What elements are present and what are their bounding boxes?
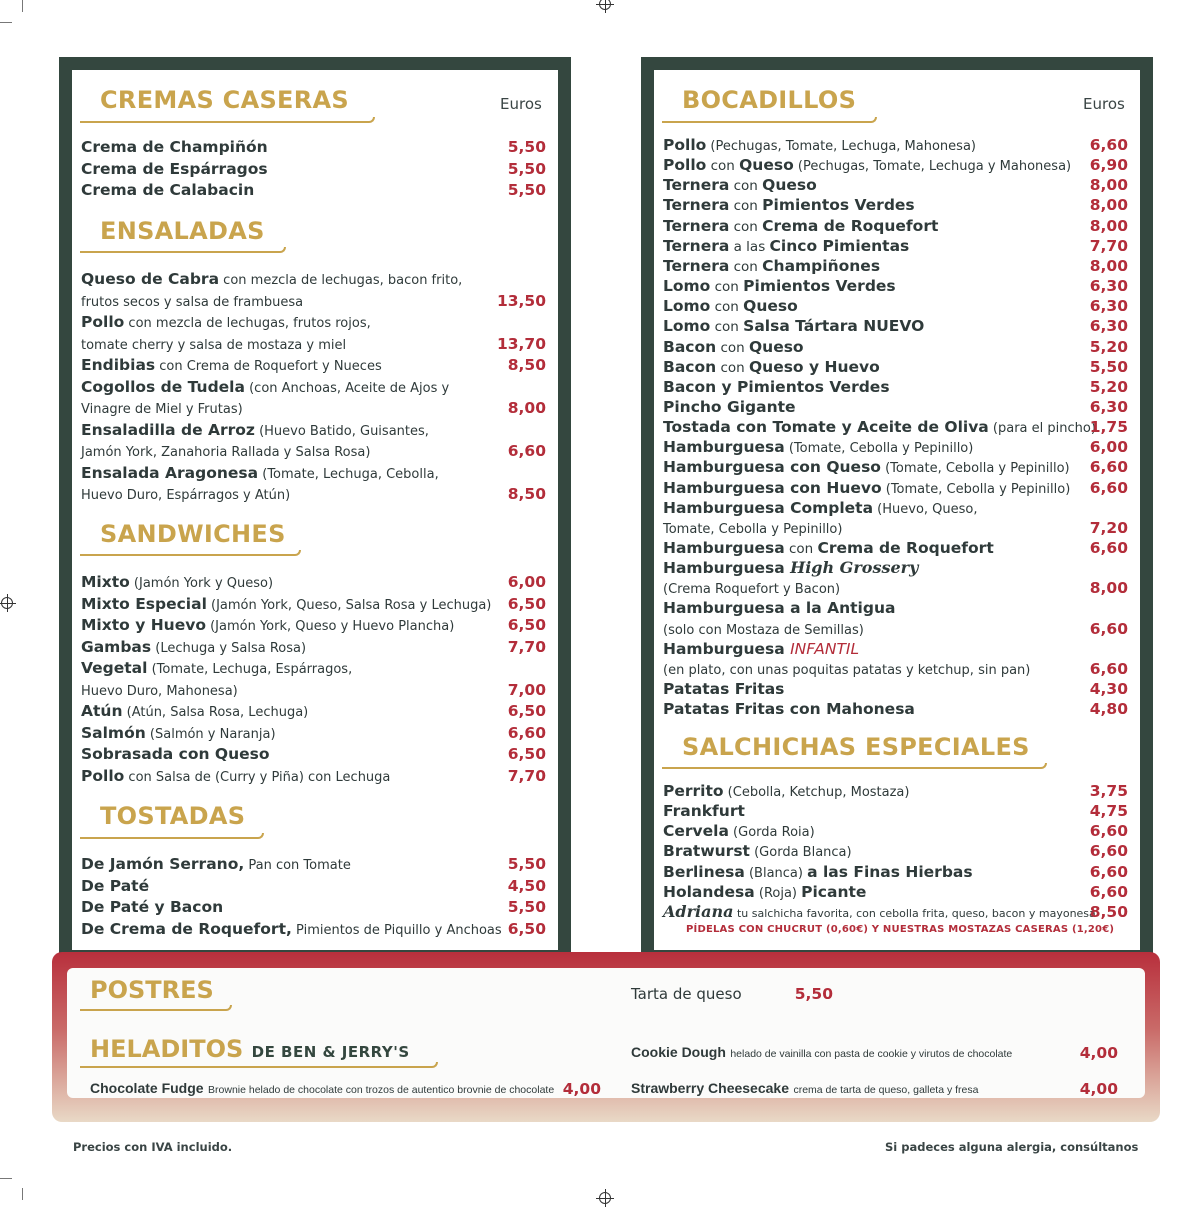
item-price: 6,30 bbox=[1089, 397, 1128, 416]
item-price: 5,50 bbox=[507, 181, 546, 199]
title-underline bbox=[80, 1005, 232, 1011]
item-price: 6,60 bbox=[507, 442, 546, 460]
item-price: 8,00 bbox=[507, 399, 546, 417]
menu-item-bocadillos bbox=[663, 619, 864, 641]
menu-item-bocadillos bbox=[663, 256, 880, 277]
item-price: 6,60 bbox=[1089, 842, 1128, 861]
item-price: 8,50 bbox=[507, 485, 546, 503]
item-price: 6,50 bbox=[507, 616, 546, 634]
item-name: Ensaladilla de Arroz bbox=[81, 420, 255, 439]
postre-name: Tarta de queso bbox=[631, 985, 742, 1003]
item-desc: (Blanca) bbox=[744, 865, 808, 881]
item-name: Mixto Especial bbox=[81, 594, 207, 613]
postre-price: 5,50 bbox=[794, 985, 833, 1003]
menu-item-ensaladas bbox=[81, 377, 449, 399]
item-price: 6,00 bbox=[507, 573, 546, 591]
item-name: Hamburguesa a la Antigua bbox=[663, 599, 896, 618]
item-name: Crema de Champiñón bbox=[81, 138, 268, 156]
section-title-postres: POSTRES bbox=[90, 976, 214, 1004]
item-desc: Tomate, Cebolla y Pepinillo) bbox=[663, 521, 843, 537]
item-name: Frankfurt bbox=[663, 802, 745, 821]
brand-script-name: Adriana bbox=[663, 901, 734, 921]
section-title-bocadillos: BOCADILLOS bbox=[682, 86, 857, 114]
item-desc-line2 bbox=[81, 484, 290, 506]
menu-item-bocadillos bbox=[663, 518, 842, 540]
menu-item-bocadillos bbox=[663, 216, 938, 237]
item-desc: Huevo Duro, Espárragos y Atún) bbox=[81, 488, 291, 503]
menu-item-salchichas bbox=[663, 781, 909, 803]
item-price: 6,60 bbox=[1089, 539, 1128, 557]
item-desc: (Salmón y Naranja) bbox=[145, 726, 276, 742]
item-desc: con mezcla de lechugas, frutos rojos, bbox=[124, 316, 371, 331]
menu-item-salchichas bbox=[663, 841, 852, 863]
menu-item-salchichas bbox=[663, 882, 866, 904]
item-desc-line2 bbox=[81, 398, 243, 420]
title-underline bbox=[80, 833, 264, 839]
item-price: 5,50 bbox=[1089, 357, 1128, 376]
item-name: Champiñones bbox=[762, 256, 881, 275]
item-price: 7,70 bbox=[1089, 236, 1128, 255]
menu-item-bocadillos bbox=[663, 598, 895, 618]
item-price: 5,20 bbox=[1089, 377, 1128, 396]
title-underline bbox=[80, 117, 375, 123]
item-connector: con bbox=[716, 359, 749, 376]
title-underline bbox=[80, 550, 301, 556]
item-desc: frutos secos y salsa de frambuesa bbox=[81, 294, 304, 310]
footer-vat-note: Precios con IVA incluido. bbox=[73, 1140, 233, 1154]
crop-mark bbox=[0, 22, 12, 23]
item-name: Queso de Cabra bbox=[81, 270, 220, 288]
item-desc: (Tomate, Cebolla y Pepinillo) bbox=[881, 481, 1071, 497]
item-name: De Crema de Roquefort, bbox=[81, 919, 292, 938]
item-price: 8,00 bbox=[1089, 256, 1128, 275]
item-price: 13,50 bbox=[496, 291, 546, 310]
item-desc: Pimientos de Piquillo y Anchoas bbox=[291, 922, 502, 938]
item-name: Queso bbox=[743, 297, 798, 316]
item-price: 6,30 bbox=[1089, 317, 1128, 336]
menu-item-sandwiches bbox=[81, 744, 270, 764]
item-desc-line2 bbox=[81, 441, 370, 463]
menu-item-salchichas bbox=[663, 821, 815, 843]
helado-name: Strawberry Cheesecake bbox=[631, 1080, 789, 1096]
helado-desc: Brownie helado de chocolate con trozos de autentico brovnie de chocolate bbox=[208, 1084, 555, 1096]
menu-item-bocadillos bbox=[663, 558, 918, 578]
helado-price: 4,00 bbox=[1079, 1080, 1118, 1098]
helado-price: 4,00 bbox=[562, 1080, 601, 1098]
item-price: 8,00 bbox=[1089, 196, 1128, 215]
item-desc: (Crema Roquefort y Bacon) bbox=[663, 582, 841, 598]
item-name: Cogollos de Tudela bbox=[81, 377, 245, 396]
menu-item-bocadillos bbox=[663, 478, 1070, 500]
item-desc: (Tomate, Cebolla y Pepinillo) bbox=[784, 441, 974, 457]
item-connector: con bbox=[710, 319, 744, 336]
item-desc: (Jamón York, Queso, Salsa Rosa y Lechuga) bbox=[206, 597, 492, 613]
menu-item-bocadillos bbox=[663, 437, 973, 459]
item-desc: (Jamón York, Queso y Huevo Plancha) bbox=[205, 619, 455, 634]
item-desc: (Jamón York y Queso) bbox=[129, 576, 274, 591]
item-name: Mixto y Huevo bbox=[81, 616, 206, 634]
menu-item-ensaladas bbox=[81, 420, 429, 442]
item-price: 6,90 bbox=[1089, 156, 1128, 175]
item-name: Hamburguesa bbox=[663, 559, 791, 578]
section-title-sandwiches: SANDWICHES bbox=[100, 520, 286, 548]
heladitos-title: HELADITOS bbox=[90, 1035, 244, 1063]
crop-mark bbox=[22, 1188, 23, 1200]
item-name: Tostada con Tomate y Aceite de Oliva bbox=[663, 418, 989, 437]
menu-item-bocadillos bbox=[663, 296, 798, 317]
item-price: 5,20 bbox=[1089, 337, 1128, 356]
item-name: Queso bbox=[748, 337, 804, 356]
helado-item bbox=[90, 1080, 554, 1098]
menu-item-salchichas bbox=[663, 902, 1096, 924]
item-connector: con bbox=[729, 178, 763, 195]
menu-item-bocadillos bbox=[663, 316, 924, 337]
menu-item-sandwiches bbox=[81, 658, 352, 680]
menu-item-bocadillos bbox=[663, 195, 915, 216]
menu-item-bocadillos bbox=[663, 337, 804, 358]
menu-item-bocadillos bbox=[663, 578, 840, 600]
item-desc: (Pechugas, Tomate, Lechuga, Mahonesa) bbox=[706, 139, 976, 154]
item-price: 7,70 bbox=[507, 766, 546, 785]
section-title-heladitos bbox=[90, 1035, 410, 1063]
menu-item-sandwiches bbox=[81, 766, 390, 788]
item-name: Hamburguesa bbox=[663, 639, 791, 658]
item-name: Cinco Pimientas bbox=[769, 236, 910, 255]
item-name: Lomo bbox=[663, 277, 711, 296]
item-name: De Paté y Bacon bbox=[81, 898, 224, 916]
item-price: 6,00 bbox=[1089, 438, 1128, 457]
item-name: Mixto bbox=[81, 573, 130, 591]
registration-mark-icon bbox=[599, 0, 611, 10]
item-desc: (Huevo Batido, Guisantes, bbox=[254, 423, 429, 439]
menu-item-bocadillos bbox=[663, 699, 915, 719]
helado-name: Cookie Dough bbox=[631, 1044, 726, 1060]
item-desc: Vinagre de Miel y Frutas) bbox=[81, 402, 243, 417]
menu-item-bocadillos bbox=[663, 679, 784, 699]
crop-mark bbox=[22, 0, 23, 12]
menu-item-tostadas bbox=[81, 919, 502, 941]
item-desc-line2 bbox=[81, 680, 238, 702]
item-name: Endibias bbox=[81, 356, 156, 374]
item-connector: con bbox=[729, 198, 763, 215]
menu-item-tostadas bbox=[81, 854, 351, 876]
item-desc: (Huevo, Queso, bbox=[873, 501, 978, 517]
item-name: Pollo bbox=[81, 766, 125, 785]
item-name: Crema de Roquefort bbox=[762, 216, 939, 235]
menu-item-bocadillos bbox=[663, 397, 796, 417]
item-price: 6,50 bbox=[507, 594, 546, 613]
item-price: 8,50 bbox=[1089, 902, 1128, 921]
title-underline bbox=[80, 247, 286, 253]
item-name: Hamburguesa bbox=[663, 438, 785, 457]
helado-item bbox=[631, 1080, 978, 1098]
menu-item-cremas bbox=[81, 137, 268, 157]
menu-item-bocadillos bbox=[663, 175, 817, 196]
euros-header: Euros bbox=[500, 95, 542, 113]
menu-item-sandwiches bbox=[81, 701, 308, 723]
item-name: Salsa Tártara NUEVO bbox=[743, 317, 925, 336]
item-connector: con bbox=[710, 299, 744, 316]
item-desc: (Pechugas, Tomate, Lechuga y Mahonesa) bbox=[793, 159, 1072, 175]
item-name: De Jamón Serrano, bbox=[81, 855, 245, 873]
menu-item-ensaladas bbox=[81, 269, 462, 291]
title-underline bbox=[80, 1062, 438, 1068]
item-desc: (Tomate, Cebolla y Pepinillo) bbox=[880, 461, 1070, 477]
item-name: Perrito bbox=[663, 782, 724, 800]
item-price: 5,50 bbox=[507, 855, 546, 873]
item-desc: (Lechuga y Salsa Rosa) bbox=[151, 640, 307, 656]
item-name: Pincho Gigante bbox=[663, 397, 796, 416]
item-desc: (Gorda Blanca) bbox=[749, 845, 852, 861]
menu-item-ensaladas bbox=[81, 312, 371, 334]
item-name: Ternera bbox=[663, 196, 730, 215]
item-name: Queso y Huevo bbox=[748, 357, 880, 376]
section-title-tostadas: TOSTADAS bbox=[100, 802, 246, 830]
item-price: 4,80 bbox=[1089, 700, 1128, 719]
item-desc: (Tomate, Lechuga, Espárragos, bbox=[147, 662, 353, 677]
item-price: 6,60 bbox=[1089, 458, 1128, 477]
menu-item-bocadillos bbox=[663, 417, 1096, 439]
item-desc: Huevo Duro, Mahonesa) bbox=[81, 683, 238, 699]
menu-item-bocadillos bbox=[663, 357, 880, 378]
item-desc: (para el pincho) bbox=[988, 421, 1096, 437]
menu-item-bocadillos bbox=[663, 377, 890, 397]
menu-item-bocadillos bbox=[663, 236, 909, 257]
menu-item-salchichas bbox=[663, 801, 745, 821]
item-desc-line2 bbox=[81, 291, 303, 313]
item-desc: Jamón York, Zanahoria Rallada y Salsa Rosa) bbox=[81, 445, 371, 460]
menu-item-bocadillos bbox=[663, 659, 1030, 681]
item-name: a las Finas Hierbas bbox=[807, 862, 973, 881]
menu-item-bocadillos bbox=[663, 135, 976, 157]
item-name: Cervela bbox=[663, 822, 729, 841]
item-desc: (Roja) bbox=[754, 885, 802, 901]
item-desc: (con Anchoas, Aceite de Ajos y bbox=[244, 380, 450, 396]
item-desc: con Salsa de (Curry y Piña) con Lechuga bbox=[124, 769, 391, 785]
item-price: 8,00 bbox=[1089, 216, 1128, 235]
menu-item-tostadas bbox=[81, 876, 149, 896]
footer-allergy-note: Si padeces alguna alergia, consúltanos bbox=[885, 1140, 1139, 1154]
item-name: Patatas Fritas con Mahonesa bbox=[663, 700, 915, 719]
item-desc: tu salchicha favorita, con cebolla frita, queso, bacon y mayonesa bbox=[733, 906, 1096, 920]
menu-item-bocadillos bbox=[663, 155, 1071, 177]
item-desc: con Crema de Roquefort y Nueces bbox=[155, 359, 382, 374]
item-name: Crema de Calabacin bbox=[81, 181, 255, 199]
menu-item-bocadillos bbox=[663, 639, 859, 659]
item-connector: con bbox=[706, 158, 740, 175]
item-name: Hamburguesa con Queso bbox=[663, 458, 881, 477]
registration-mark-icon bbox=[599, 1192, 611, 1204]
item-price: 6,50 bbox=[507, 919, 546, 938]
menu-item-cremas bbox=[81, 180, 254, 200]
section-title-ensaladas: ENSALADAS bbox=[100, 217, 265, 245]
item-name: Gambas bbox=[81, 637, 152, 656]
section-title-salchichas: SALCHICHAS ESPECIALES bbox=[682, 733, 1030, 761]
item-price: 6,30 bbox=[1089, 277, 1128, 296]
title-underline bbox=[662, 117, 877, 123]
item-name: Salmón bbox=[81, 723, 146, 742]
item-price: 7,20 bbox=[1089, 518, 1128, 537]
item-name: Pimientos Verdes bbox=[762, 196, 915, 215]
crop-mark bbox=[0, 1178, 12, 1179]
menu-item-bocadillos bbox=[663, 538, 994, 559]
item-price: 4,30 bbox=[1089, 680, 1128, 699]
item-name: Pimientos Verdes bbox=[743, 277, 896, 296]
item-name: Hamburguesa Completa bbox=[663, 498, 874, 517]
item-price: 6,60 bbox=[1089, 136, 1128, 154]
item-name: Ternera bbox=[663, 216, 730, 235]
item-price: 6,50 bbox=[507, 745, 546, 763]
item-price: 5,50 bbox=[507, 159, 546, 178]
item-name: Vegetal bbox=[81, 659, 148, 677]
item-name: Ensalada Aragonesa bbox=[81, 463, 259, 482]
helado-price: 4,00 bbox=[1079, 1044, 1118, 1062]
item-name: De Paté bbox=[81, 876, 150, 895]
item-price: 8,00 bbox=[1089, 579, 1128, 598]
registration-mark-icon bbox=[1, 597, 13, 609]
item-desc-line2 bbox=[81, 334, 346, 356]
item-desc: Pan con Tomate bbox=[244, 858, 351, 873]
menu-item-ensaladas bbox=[81, 355, 382, 377]
menu-item-bocadillos bbox=[663, 276, 896, 297]
item-price: 6,50 bbox=[507, 702, 546, 720]
item-highlight: INFANTIL bbox=[790, 639, 860, 658]
item-name: Hamburguesa bbox=[663, 539, 785, 557]
item-name: Ternera bbox=[663, 256, 730, 275]
item-name: Ternera bbox=[663, 176, 730, 195]
salchichas-note: PÍDELAS CON CHUCRUT (0,60€) Y NUESTRAS MOSTAZAS CASERAS (1,20€) bbox=[686, 924, 1115, 935]
item-name: Pollo bbox=[663, 156, 707, 175]
item-name: Queso bbox=[739, 156, 794, 175]
item-price: 6,60 bbox=[1089, 822, 1128, 841]
item-desc: (Atún, Salsa Rosa, Lechuga) bbox=[122, 705, 309, 720]
menu-item-sandwiches bbox=[81, 615, 454, 637]
item-price: 13,70 bbox=[496, 334, 546, 353]
item-name: Pollo bbox=[663, 136, 707, 154]
item-desc: (Gorda Roia) bbox=[728, 825, 815, 841]
menu-item-cremas bbox=[81, 159, 268, 179]
item-price: 1,75 bbox=[1089, 418, 1128, 437]
item-name: Crema de Roquefort bbox=[817, 539, 994, 557]
item-name: Bacon bbox=[663, 337, 717, 356]
helado-item bbox=[631, 1044, 1012, 1062]
helado-name: Chocolate Fudge bbox=[90, 1080, 204, 1096]
item-name: Bacon bbox=[663, 357, 717, 376]
item-price: 6,30 bbox=[1089, 297, 1128, 316]
helado-desc: helado de vainilla con pasta de cookie y virutos de chocolate bbox=[730, 1048, 1013, 1060]
item-desc: tomate cherry y salsa de mostaza y miel bbox=[81, 337, 347, 353]
item-price: 5,50 bbox=[507, 898, 546, 916]
item-price: 7,70 bbox=[507, 637, 546, 656]
item-connector: con bbox=[729, 258, 763, 275]
item-desc: (Tomate, Lechuga, Cebolla, bbox=[258, 466, 439, 482]
title-underline bbox=[662, 763, 1047, 769]
menu-item-sandwiches bbox=[81, 637, 306, 659]
item-desc: con mezcla de lechugas, bacon frito, bbox=[219, 273, 463, 288]
item-name: Lomo bbox=[663, 317, 711, 336]
item-name: Queso bbox=[762, 176, 817, 195]
item-name: Bratwurst bbox=[663, 842, 750, 861]
item-name: Atún bbox=[81, 702, 123, 720]
item-price: 6,60 bbox=[1089, 882, 1128, 901]
menu-item-bocadillos bbox=[663, 498, 978, 520]
item-connector: con bbox=[784, 541, 818, 557]
item-name: Berlinesa bbox=[663, 862, 745, 881]
item-price: 8,50 bbox=[507, 356, 546, 374]
item-name: Sobrasada con Queso bbox=[81, 745, 270, 763]
item-connector: con bbox=[710, 279, 744, 296]
menu-item-salchichas bbox=[663, 862, 973, 884]
item-price: 3,75 bbox=[1089, 782, 1128, 800]
item-desc: (solo con Mostaza de Semillas) bbox=[663, 622, 864, 638]
item-price: 7,00 bbox=[507, 680, 546, 699]
menu-item-sandwiches bbox=[81, 572, 273, 594]
item-name: Ternera bbox=[663, 236, 730, 255]
item-price: 6,60 bbox=[1089, 659, 1128, 678]
item-price: 6,60 bbox=[507, 723, 546, 742]
item-name: Picante bbox=[801, 882, 867, 901]
heladitos-subtitle: DE BEN & JERRY'S bbox=[251, 1043, 410, 1061]
item-price: 6,60 bbox=[1089, 478, 1128, 497]
item-connector: con bbox=[716, 339, 749, 356]
item-name: Bacon y Pimientos Verdes bbox=[663, 377, 890, 396]
item-price: 6,60 bbox=[1089, 862, 1128, 881]
desserts-band-inner bbox=[67, 968, 1145, 1098]
item-name: Holandesa bbox=[663, 882, 755, 901]
item-connector: con bbox=[729, 218, 763, 235]
menu-item-tostadas bbox=[81, 897, 223, 917]
section-title-cremas: CREMAS CASERAS bbox=[100, 86, 349, 114]
menu-item-bocadillos bbox=[663, 457, 1070, 479]
item-desc: (en plato, con unas poquitas patatas y ketchup, sin pan) bbox=[663, 662, 1031, 678]
menu-item-sandwiches bbox=[81, 723, 276, 745]
menu-item-ensaladas bbox=[81, 463, 439, 485]
helado-desc: crema de tarta de queso, galleta y fresa bbox=[793, 1084, 979, 1096]
item-name: Patatas Fritas bbox=[663, 680, 785, 699]
item-price: 5,50 bbox=[507, 138, 546, 156]
item-price: 8,00 bbox=[1089, 176, 1128, 195]
brand-script-name: High Grossery bbox=[790, 558, 919, 578]
euros-header: Euros bbox=[1083, 95, 1125, 113]
item-price: 6,60 bbox=[1089, 619, 1128, 638]
item-name: Crema de Espárragos bbox=[81, 159, 268, 178]
item-desc: (Cebolla, Ketchup, Mostaza) bbox=[723, 785, 910, 800]
item-name: Hamburguesa con Huevo bbox=[663, 478, 882, 497]
item-name: Pollo bbox=[81, 313, 125, 331]
item-price: 4,75 bbox=[1089, 802, 1128, 821]
item-name: Lomo bbox=[663, 297, 711, 316]
item-connector: a las bbox=[729, 238, 770, 255]
item-price: 4,50 bbox=[507, 876, 546, 895]
menu-item-sandwiches bbox=[81, 594, 491, 616]
